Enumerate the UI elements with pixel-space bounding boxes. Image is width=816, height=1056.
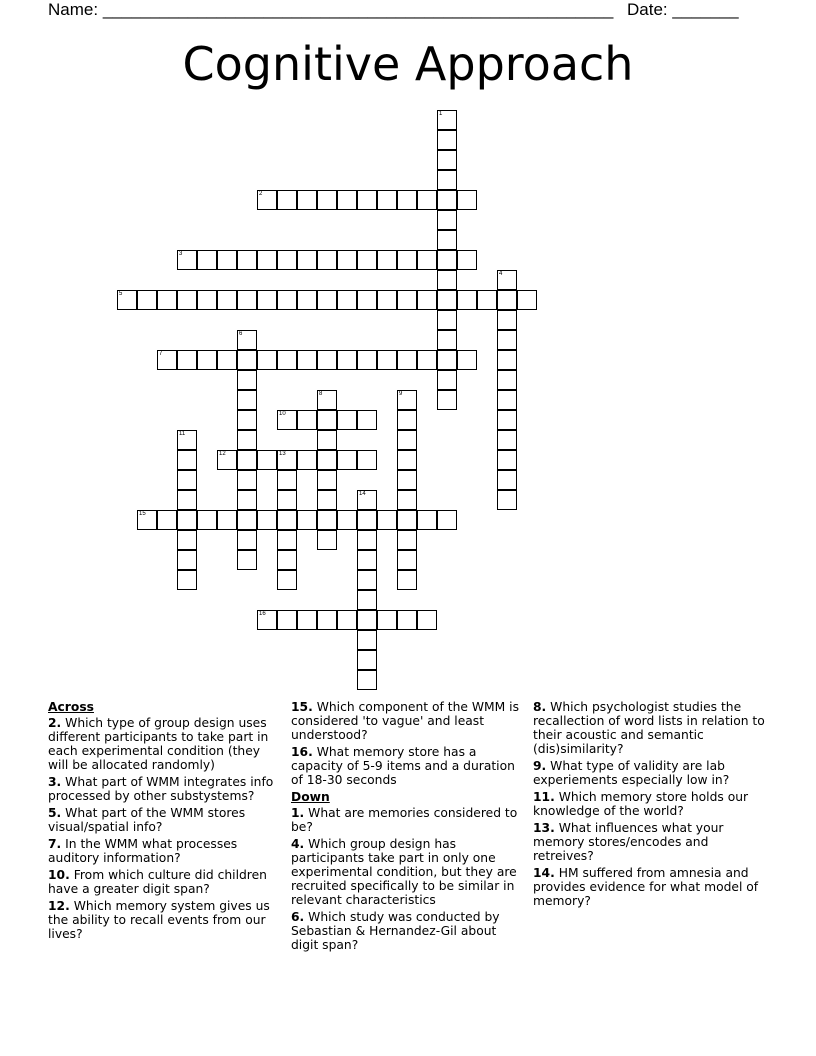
clue-number: 2 <box>259 191 263 197</box>
grid-cell[interactable] <box>277 350 297 370</box>
grid-cell[interactable] <box>437 190 457 210</box>
grid-cell[interactable] <box>137 290 157 310</box>
grid-cell[interactable] <box>397 250 417 270</box>
grid-cell[interactable] <box>437 230 457 250</box>
grid-cell[interactable] <box>337 610 357 630</box>
clue-number: 6. <box>291 910 305 924</box>
grid-cell[interactable] <box>397 350 417 370</box>
grid-cell[interactable] <box>237 350 257 370</box>
clue-text: Which component of the WMM is considered 'to vague' and least understood? <box>291 700 519 742</box>
clue <box>48 775 280 803</box>
grid-cell[interactable] <box>497 410 517 430</box>
page-title: Cognitive Approach <box>182 37 634 91</box>
grid-cell[interactable] <box>417 190 437 210</box>
grid-cell[interactable] <box>177 550 197 570</box>
grid-cell[interactable] <box>437 370 457 390</box>
grid-cell[interactable] <box>357 650 377 670</box>
grid-cell[interactable] <box>317 610 337 630</box>
grid-cell[interactable] <box>237 450 257 470</box>
clue <box>291 700 527 742</box>
clue-text: Which group design has participants take part in only one experimental condition, but they are recruited specifically to be similar in relevant characteristics <box>291 837 517 907</box>
clue-number: 2. <box>48 716 62 730</box>
grid-cell[interactable] <box>377 250 397 270</box>
grid-cell[interactable] <box>437 270 457 290</box>
grid-cell[interactable] <box>257 350 277 370</box>
grid-cell[interactable] <box>317 450 337 470</box>
grid-cell[interactable] <box>277 530 297 550</box>
clue-text: Which study was conducted by Sebastian & Hernandez-Gil about digit span? <box>291 910 500 952</box>
clue-number: 12 <box>219 451 226 457</box>
grid-cell[interactable] <box>237 390 257 410</box>
grid-cell[interactable] <box>497 290 517 310</box>
clue-number: 12. <box>48 899 70 913</box>
grid-cell[interactable] <box>357 530 377 550</box>
grid-cell[interactable] <box>317 490 337 510</box>
grid-cell[interactable] <box>397 470 417 490</box>
grid-cell[interactable] <box>337 350 357 370</box>
grid-cell[interactable] <box>277 470 297 490</box>
grid-cell[interactable] <box>297 510 317 530</box>
clue-number: 11 <box>179 431 186 437</box>
grid-cell[interactable] <box>357 250 377 270</box>
grid-cell[interactable] <box>177 490 197 510</box>
grid-cell[interactable] <box>357 590 377 610</box>
grid-cell[interactable] <box>497 330 517 350</box>
grid-cell[interactable] <box>177 250 197 270</box>
grid-cell[interactable] <box>437 110 457 130</box>
grid-cell[interactable] <box>497 370 517 390</box>
grid-cell[interactable] <box>317 390 337 410</box>
grid-cell[interactable] <box>437 350 457 370</box>
grid-cell[interactable] <box>397 610 417 630</box>
grid-cell[interactable] <box>297 450 317 470</box>
clue-number: 9 <box>399 391 403 397</box>
grid-cell[interactable] <box>237 550 257 570</box>
clue-text: Which memory store holds our knowledge of the world? <box>533 790 749 818</box>
grid-cell[interactable] <box>317 350 337 370</box>
grid-cell[interactable] <box>497 450 517 470</box>
grid-cell[interactable] <box>237 290 257 310</box>
clue-text: From which culture did children have a greater digit span? <box>48 868 267 896</box>
grid-cell[interactable] <box>237 490 257 510</box>
date-line[interactable]: _______ <box>672 0 739 19</box>
clue-number: 4 <box>499 271 503 277</box>
grid-cell[interactable] <box>297 610 317 630</box>
grid-cell[interactable] <box>377 190 397 210</box>
grid-cell[interactable] <box>177 290 197 310</box>
grid-cell[interactable] <box>297 350 317 370</box>
grid-cell[interactable] <box>257 610 277 630</box>
grid-cell[interactable] <box>197 250 217 270</box>
grid-cell[interactable] <box>237 530 257 550</box>
clue <box>291 910 527 952</box>
clue <box>533 790 768 818</box>
grid-cell[interactable] <box>297 190 317 210</box>
grid-cell[interactable] <box>277 410 297 430</box>
grid-cell[interactable] <box>437 210 457 230</box>
grid-cell[interactable] <box>177 470 197 490</box>
clue-text: What part of WMM integrates info processed by other substystems? <box>48 775 274 803</box>
clue <box>48 716 280 772</box>
grid-cell[interactable] <box>337 510 357 530</box>
clue-number: 7. <box>48 837 62 851</box>
grid-cell[interactable] <box>317 190 337 210</box>
grid-cell[interactable] <box>357 550 377 570</box>
grid-cell[interactable] <box>297 250 317 270</box>
grid-cell[interactable] <box>237 250 257 270</box>
grid-cell[interactable] <box>397 430 417 450</box>
grid-cell[interactable] <box>177 530 197 550</box>
grid-cell[interactable] <box>497 350 517 370</box>
grid-cell[interactable] <box>337 290 357 310</box>
grid-cell[interactable] <box>317 530 337 550</box>
clue-text: Which memory system gives us the ability to recall events from our lives? <box>48 899 270 941</box>
grid-cell[interactable] <box>217 350 237 370</box>
grid-cell[interactable] <box>277 250 297 270</box>
clue-number: 6 <box>239 331 243 337</box>
grid-cell[interactable] <box>297 290 317 310</box>
clue <box>533 821 768 863</box>
grid-cell[interactable] <box>417 250 437 270</box>
grid-cell[interactable] <box>117 290 137 310</box>
grid-cell[interactable] <box>437 250 457 270</box>
grid-cell[interactable] <box>437 310 457 330</box>
grid-cell[interactable] <box>257 450 277 470</box>
grid-cell[interactable] <box>417 610 437 630</box>
grid-cell[interactable] <box>497 490 517 510</box>
grid-cell[interactable] <box>457 250 477 270</box>
clue-number: 15. <box>291 700 313 714</box>
clue-number: 8 <box>319 391 323 397</box>
grid-cell[interactable] <box>457 190 477 210</box>
grid-cell[interactable] <box>377 290 397 310</box>
clue-text: Which type of group design uses different participants to take part in each experimental condition (they will be allocated randomly) <box>48 716 269 772</box>
grid-cell[interactable] <box>317 290 337 310</box>
clue <box>291 745 527 787</box>
grid-cell[interactable] <box>277 490 297 510</box>
grid-cell[interactable] <box>437 170 457 190</box>
clue-text: Which psychologist studies the recallection of word lists in relation to their acoustic and semantic (dis)similarity? <box>533 700 765 756</box>
clue-number: 8. <box>533 700 547 714</box>
grid-cell[interactable] <box>157 510 177 530</box>
grid-cell[interactable] <box>277 570 297 590</box>
grid-cell[interactable] <box>437 510 457 530</box>
clue-text: What part of the WMM stores visual/spatial info? <box>48 806 246 834</box>
grid-cell[interactable] <box>357 510 377 530</box>
grid-cell[interactable] <box>357 190 377 210</box>
clues-column-3 <box>533 700 768 911</box>
grid-cell[interactable] <box>497 430 517 450</box>
grid-cell[interactable] <box>257 510 277 530</box>
grid-cell[interactable] <box>237 510 257 530</box>
grid-cell[interactable] <box>137 510 157 530</box>
grid-cell[interactable] <box>437 290 457 310</box>
grid-cell[interactable] <box>497 310 517 330</box>
grid-cell[interactable] <box>277 510 297 530</box>
grid-cell[interactable] <box>257 250 277 270</box>
grid-cell[interactable] <box>397 410 417 430</box>
grid-cell[interactable] <box>337 190 357 210</box>
grid-cell[interactable] <box>237 430 257 450</box>
grid-cell[interactable] <box>517 290 537 310</box>
clue <box>48 806 280 834</box>
clue-number: 13 <box>279 451 286 457</box>
grid-cell[interactable] <box>237 330 257 350</box>
grid-cell[interactable] <box>177 350 197 370</box>
clue <box>48 899 280 941</box>
grid-cell[interactable] <box>477 290 497 310</box>
clue-text: In the WMM what processes auditory information? <box>48 837 238 865</box>
grid-cell[interactable] <box>397 450 417 470</box>
name-label: Name: <box>48 0 99 19</box>
grid-cell[interactable] <box>497 390 517 410</box>
grid-cell[interactable] <box>177 570 197 590</box>
grid-cell[interactable] <box>397 550 417 570</box>
grid-cell[interactable] <box>397 390 417 410</box>
grid-cell[interactable] <box>377 510 397 530</box>
grid-cell[interactable] <box>357 570 377 590</box>
clue <box>533 866 768 908</box>
grid-cell[interactable] <box>357 490 377 510</box>
date-label: Date: <box>627 0 668 19</box>
clue-number: 1. <box>291 806 305 820</box>
grid-cell[interactable] <box>437 130 457 150</box>
grid-cell[interactable] <box>497 470 517 490</box>
grid-cell[interactable] <box>397 290 417 310</box>
grid-cell[interactable] <box>377 610 397 630</box>
clue-text: What memory store has a capacity of 5-9 items and a duration of 18-30 seconds <box>291 745 515 787</box>
grid-cell[interactable] <box>357 610 377 630</box>
grid-cell[interactable] <box>177 430 197 450</box>
grid-cell[interactable] <box>337 450 357 470</box>
grid-cell[interactable] <box>237 370 257 390</box>
grid-cell[interactable] <box>177 450 197 470</box>
grid-cell[interactable] <box>237 470 257 490</box>
clue-number: 3. <box>48 775 62 789</box>
grid-cell[interactable] <box>397 190 417 210</box>
grid-cell[interactable] <box>277 550 297 570</box>
grid-cell[interactable] <box>237 410 257 430</box>
grid-cell[interactable] <box>317 250 337 270</box>
clue-number: 13. <box>533 821 555 835</box>
clue-text: HM suffered from amnesia and provides evidence for what model of memory? <box>533 866 759 908</box>
grid-cell[interactable] <box>397 510 417 530</box>
clue-number: 5. <box>48 806 62 820</box>
grid-cell[interactable] <box>357 410 377 430</box>
grid-cell[interactable] <box>277 290 297 310</box>
grid-cell[interactable] <box>397 530 417 550</box>
clue-text: What influences what your memory stores/encodes and retreives? <box>533 821 724 863</box>
grid-cell[interactable] <box>357 630 377 650</box>
grid-cell[interactable] <box>457 350 477 370</box>
grid-cell[interactable] <box>277 190 297 210</box>
clue <box>533 759 768 787</box>
clue <box>291 806 527 834</box>
grid-cell[interactable] <box>397 570 417 590</box>
clue-number: 9. <box>533 759 547 773</box>
grid-cell[interactable] <box>197 350 217 370</box>
clue-number: 14 <box>359 491 366 497</box>
clue <box>291 837 527 907</box>
clue-number: 7 <box>159 351 163 357</box>
clue-number: 3 <box>179 251 183 257</box>
grid-cell[interactable] <box>417 350 437 370</box>
grid-cell[interactable] <box>497 270 517 290</box>
grid-cell[interactable] <box>437 150 457 170</box>
grid-cell[interactable] <box>257 290 277 310</box>
grid-cell[interactable] <box>357 350 377 370</box>
grid-cell[interactable] <box>457 290 477 310</box>
grid-cell[interactable] <box>217 450 237 470</box>
grid-cell[interactable] <box>277 610 297 630</box>
clue <box>48 837 280 865</box>
grid-cell[interactable] <box>217 290 237 310</box>
grid-cell[interactable] <box>397 490 417 510</box>
grid-cell[interactable] <box>337 250 357 270</box>
clue-number: 16. <box>291 745 313 759</box>
grid-cell[interactable] <box>437 330 457 350</box>
grid-cell[interactable] <box>257 190 277 210</box>
clues-column-2 <box>291 700 527 955</box>
grid-cell[interactable] <box>317 430 337 450</box>
clue-number: 16 <box>259 611 266 617</box>
clue-number: 11. <box>533 790 555 804</box>
grid-cell[interactable] <box>217 510 237 530</box>
clue-number: 15 <box>139 511 146 517</box>
clue <box>533 700 768 756</box>
grid-cell[interactable] <box>317 410 337 430</box>
grid-cell[interactable] <box>357 450 377 470</box>
clue-number: 4. <box>291 837 305 851</box>
clues-column-1 <box>48 700 280 944</box>
clue <box>48 868 280 896</box>
grid-cell[interactable] <box>217 250 237 270</box>
clue-number: 1 <box>439 111 443 117</box>
grid-cell[interactable] <box>357 670 377 690</box>
grid-cell[interactable] <box>337 410 357 430</box>
clue-number: 10 <box>279 411 286 417</box>
grid-cell[interactable] <box>157 350 177 370</box>
clue-text: What type of validity are lab experiements especially low in? <box>533 759 730 787</box>
grid-cell[interactable] <box>377 350 397 370</box>
grid-cell[interactable] <box>357 290 377 310</box>
grid-cell[interactable] <box>417 510 437 530</box>
grid-cell[interactable] <box>417 290 437 310</box>
clue-number: 14. <box>533 866 555 880</box>
clue-number: 10. <box>48 868 70 882</box>
section-heading: Across <box>48 700 94 714</box>
name-line[interactable]: ______________________________________________________ <box>102 0 614 19</box>
grid-cell[interactable] <box>297 410 317 430</box>
grid-cell[interactable] <box>277 450 297 470</box>
grid-cell[interactable] <box>177 510 197 530</box>
grid-cell[interactable] <box>157 290 177 310</box>
grid-cell[interactable] <box>197 290 217 310</box>
grid-cell[interactable] <box>317 470 337 490</box>
grid-cell[interactable] <box>317 510 337 530</box>
clue-text: What are memories considered to be? <box>291 806 518 834</box>
grid-cell[interactable] <box>437 390 457 410</box>
grid-cell[interactable] <box>197 510 217 530</box>
clue-number: 5 <box>119 291 123 297</box>
section-heading: Down <box>291 790 330 804</box>
